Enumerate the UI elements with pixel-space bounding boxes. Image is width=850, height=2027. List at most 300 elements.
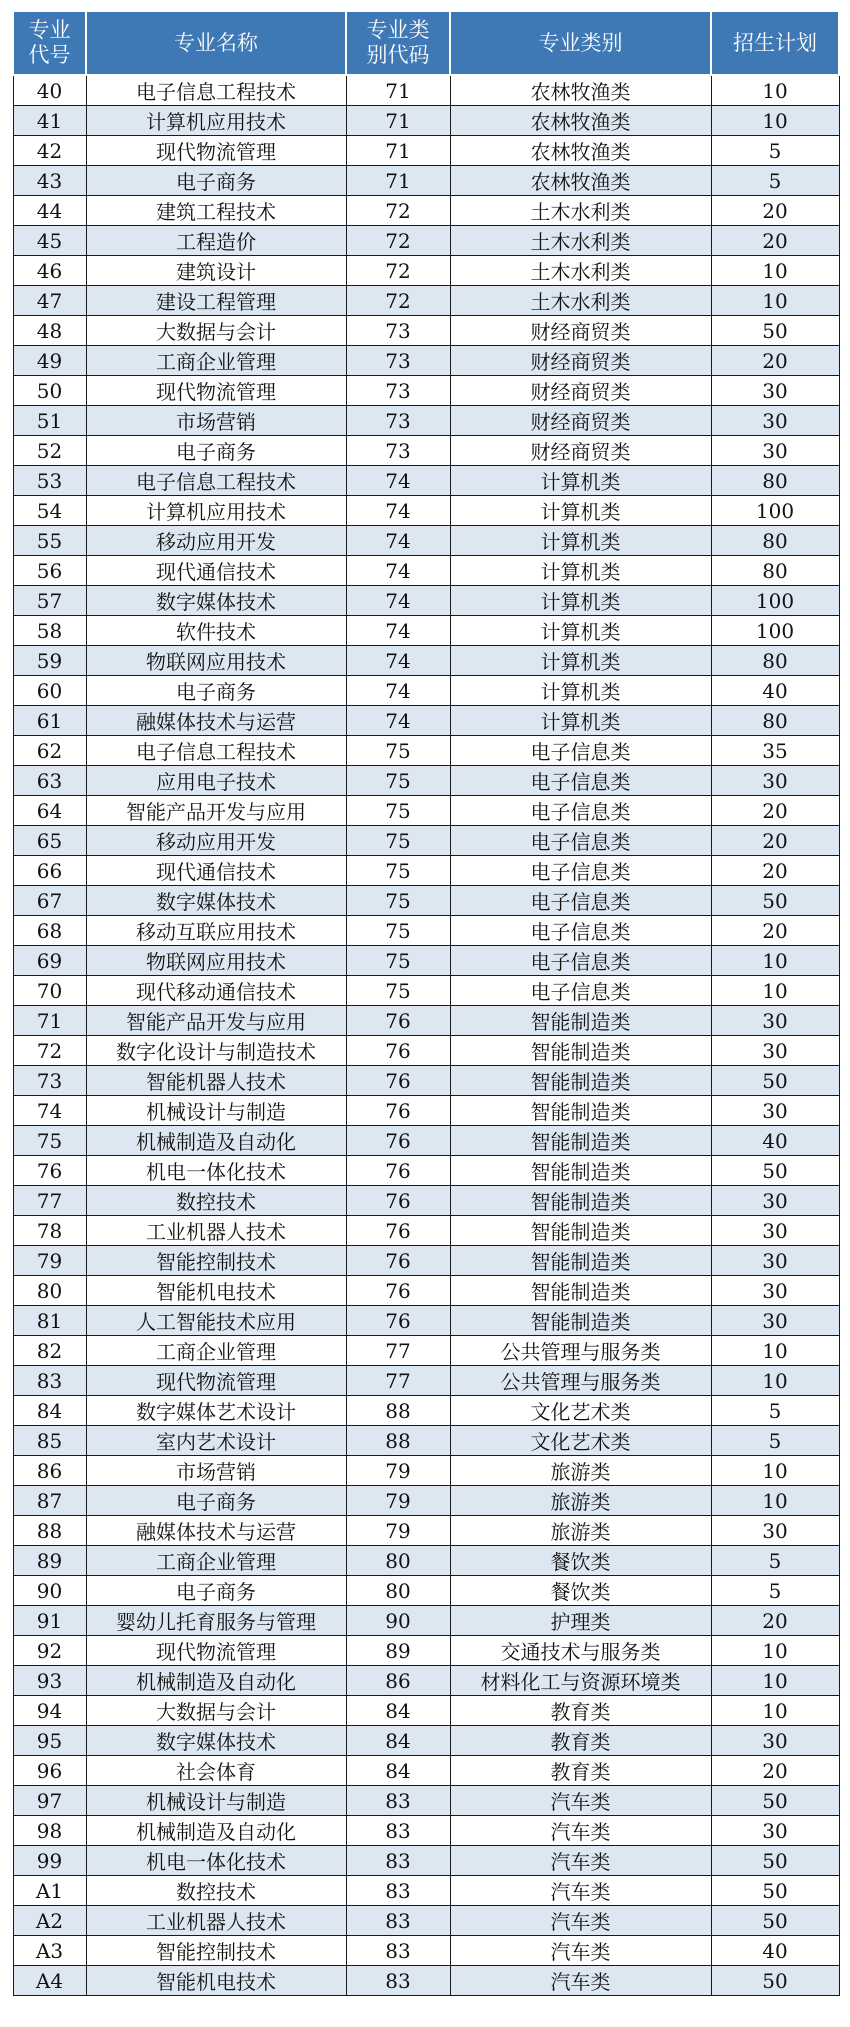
cell-major-code: 45 (13, 226, 86, 256)
cell-major-code: 70 (13, 976, 86, 1006)
cell-major-name: 机电一体化技术 (86, 1156, 346, 1186)
cell-enrollment-plan: 10 (711, 106, 839, 136)
cell-category-code: 89 (346, 1636, 450, 1666)
cell-category-code: 83 (346, 1816, 450, 1846)
table-row (13, 196, 839, 226)
cell-major-code: 65 (13, 826, 86, 856)
cell-category: 智能制造类 (450, 1246, 711, 1276)
cell-enrollment-plan: 20 (711, 826, 839, 856)
cell-category: 护理类 (450, 1606, 711, 1636)
cell-major-name: 电子商务 (86, 166, 346, 196)
cell-category: 教育类 (450, 1756, 711, 1786)
cell-category: 电子信息类 (450, 886, 711, 916)
table-row (13, 526, 839, 556)
cell-major-name: 室内艺术设计 (86, 1426, 346, 1456)
table-row (13, 1096, 839, 1126)
table-row (13, 1936, 839, 1966)
table-row (13, 1366, 839, 1396)
cell-major-name: 数字媒体艺术设计 (86, 1396, 346, 1426)
table-row (13, 1876, 839, 1906)
cell-category-code: 83 (346, 1846, 450, 1876)
cell-category: 文化艺术类 (450, 1396, 711, 1426)
cell-major-name: 市场营销 (86, 406, 346, 436)
cell-major-code: 54 (13, 496, 86, 526)
cell-enrollment-plan: 50 (711, 1846, 839, 1876)
cell-category-code: 73 (346, 406, 450, 436)
cell-major-code: 57 (13, 586, 86, 616)
enrollment-plan-table (12, 10, 840, 1996)
cell-major-name: 工业机器人技术 (86, 1216, 346, 1246)
cell-category-code: 75 (346, 916, 450, 946)
cell-major-code: 58 (13, 616, 86, 646)
cell-major-code: 53 (13, 466, 86, 496)
table-row (13, 106, 839, 136)
cell-major-code: 81 (13, 1306, 86, 1336)
cell-category-code: 79 (346, 1486, 450, 1516)
cell-category: 教育类 (450, 1726, 711, 1756)
cell-major-code: 56 (13, 556, 86, 586)
cell-major-name: 机械制造及自动化 (86, 1126, 346, 1156)
cell-major-name: 电子信息工程技术 (86, 466, 346, 496)
table-row (13, 1126, 839, 1156)
cell-major-code: 79 (13, 1246, 86, 1276)
cell-major-name: 现代移动通信技术 (86, 976, 346, 1006)
table-row (13, 976, 839, 1006)
cell-category: 计算机类 (450, 646, 711, 676)
cell-enrollment-plan: 80 (711, 646, 839, 676)
cell-enrollment-plan: 20 (711, 346, 839, 376)
cell-major-code: 78 (13, 1216, 86, 1246)
cell-major-code: 69 (13, 946, 86, 976)
cell-major-name: 工业机器人技术 (86, 1906, 346, 1936)
cell-category: 农林牧渔类 (450, 166, 711, 196)
cell-enrollment-plan: 30 (711, 766, 839, 796)
cell-category: 智能制造类 (450, 1126, 711, 1156)
cell-major-code: 75 (13, 1126, 86, 1156)
cell-enrollment-plan: 30 (711, 436, 839, 466)
table-row (13, 1306, 839, 1336)
table-row (13, 406, 839, 436)
cell-enrollment-plan: 30 (711, 376, 839, 406)
cell-major-name: 数字媒体技术 (86, 586, 346, 616)
cell-category-code: 88 (346, 1426, 450, 1456)
cell-category-code: 75 (346, 856, 450, 886)
header-category-code (346, 11, 450, 75)
cell-major-code: 61 (13, 706, 86, 736)
cell-category: 智能制造类 (450, 1006, 711, 1036)
cell-major-code: 91 (13, 1606, 86, 1636)
cell-category: 农林牧渔类 (450, 136, 711, 166)
cell-major-code: 88 (13, 1516, 86, 1546)
table-row (13, 1636, 839, 1666)
cell-major-code: A1 (13, 1876, 86, 1906)
cell-enrollment-plan: 40 (711, 1936, 839, 1966)
cell-major-name: 机电一体化技术 (86, 1846, 346, 1876)
cell-major-code: 93 (13, 1666, 86, 1696)
cell-enrollment-plan: 20 (711, 796, 839, 826)
cell-category: 智能制造类 (450, 1306, 711, 1336)
cell-enrollment-plan: 10 (711, 976, 839, 1006)
table-row (13, 256, 839, 286)
cell-major-code: 87 (13, 1486, 86, 1516)
cell-major-code: 47 (13, 286, 86, 316)
cell-major-name: 软件技术 (86, 616, 346, 646)
table-row (13, 1666, 839, 1696)
cell-category-code: 75 (346, 736, 450, 766)
cell-category: 汽车类 (450, 1816, 711, 1846)
table-row (13, 676, 839, 706)
table-row (13, 1006, 839, 1036)
cell-enrollment-plan: 80 (711, 556, 839, 586)
cell-major-name: 智能控制技术 (86, 1246, 346, 1276)
cell-enrollment-plan: 10 (711, 256, 839, 286)
cell-enrollment-plan: 5 (711, 136, 839, 166)
cell-enrollment-plan: 20 (711, 856, 839, 886)
cell-category-code: 76 (346, 1036, 450, 1066)
cell-major-code: 67 (13, 886, 86, 916)
cell-major-name: 电子商务 (86, 676, 346, 706)
table-row (13, 1606, 839, 1636)
cell-category: 智能制造类 (450, 1216, 711, 1246)
cell-major-name: 人工智能技术应用 (86, 1306, 346, 1336)
cell-major-code: A2 (13, 1906, 86, 1936)
cell-category: 计算机类 (450, 466, 711, 496)
cell-enrollment-plan: 35 (711, 736, 839, 766)
cell-category: 土木水利类 (450, 196, 711, 226)
cell-major-name: 智能产品开发与应用 (86, 1006, 346, 1036)
cell-category: 智能制造类 (450, 1036, 711, 1066)
cell-category-code: 83 (346, 1966, 450, 1996)
cell-enrollment-plan: 20 (711, 916, 839, 946)
cell-enrollment-plan: 80 (711, 466, 839, 496)
cell-category-code: 72 (346, 256, 450, 286)
cell-category: 汽车类 (450, 1906, 711, 1936)
cell-enrollment-plan: 5 (711, 1576, 839, 1606)
header-category-code-line1: 专业类 (366, 18, 430, 42)
cell-category: 财经商贸类 (450, 406, 711, 436)
cell-major-name: 电子商务 (86, 436, 346, 466)
cell-major-code: 52 (13, 436, 86, 466)
cell-major-code: 77 (13, 1186, 86, 1216)
cell-category-code: 73 (346, 346, 450, 376)
cell-major-code: 74 (13, 1096, 86, 1126)
table-row (13, 376, 839, 406)
cell-category: 汽车类 (450, 1966, 711, 1996)
cell-major-name: 现代物流管理 (86, 1636, 346, 1666)
cell-major-name: 现代通信技术 (86, 856, 346, 886)
cell-enrollment-plan: 30 (711, 1216, 839, 1246)
cell-category: 公共管理与服务类 (450, 1366, 711, 1396)
cell-category-code: 76 (346, 1006, 450, 1036)
cell-category: 旅游类 (450, 1516, 711, 1546)
cell-enrollment-plan: 10 (711, 75, 839, 106)
cell-enrollment-plan: 30 (711, 1006, 839, 1036)
table-row (13, 1576, 839, 1606)
cell-category: 汽车类 (450, 1846, 711, 1876)
cell-major-name: 工程造价 (86, 226, 346, 256)
cell-major-code: 72 (13, 1036, 86, 1066)
cell-major-code: 97 (13, 1786, 86, 1816)
cell-enrollment-plan: 40 (711, 676, 839, 706)
cell-major-code: 73 (13, 1066, 86, 1096)
cell-major-name: 机械制造及自动化 (86, 1666, 346, 1696)
cell-enrollment-plan: 50 (711, 1156, 839, 1186)
cell-enrollment-plan: 30 (711, 1096, 839, 1126)
cell-enrollment-plan: 40 (711, 1126, 839, 1156)
cell-major-code: 66 (13, 856, 86, 886)
table-row (13, 1846, 839, 1876)
table-row (13, 226, 839, 256)
table-row (13, 796, 839, 826)
cell-major-code: 94 (13, 1696, 86, 1726)
cell-category: 土木水利类 (450, 226, 711, 256)
cell-category: 电子信息类 (450, 946, 711, 976)
cell-major-code: 59 (13, 646, 86, 676)
cell-category-code: 83 (346, 1786, 450, 1816)
cell-enrollment-plan: 10 (711, 286, 839, 316)
cell-major-code: 64 (13, 796, 86, 826)
cell-category-code: 80 (346, 1546, 450, 1576)
cell-category-code: 80 (346, 1576, 450, 1606)
cell-major-name: 计算机应用技术 (86, 106, 346, 136)
cell-major-code: 68 (13, 916, 86, 946)
header-category-code-line2: 别代码 (366, 43, 430, 67)
table-row (13, 286, 839, 316)
cell-major-code: 95 (13, 1726, 86, 1756)
cell-enrollment-plan: 5 (711, 1426, 839, 1456)
cell-category-code: 72 (346, 226, 450, 256)
cell-major-name: 大数据与会计 (86, 316, 346, 346)
table-row (13, 1726, 839, 1756)
cell-major-name: 建筑工程技术 (86, 196, 346, 226)
table-row (13, 886, 839, 916)
cell-major-name: 现代物流管理 (86, 136, 346, 166)
cell-major-name: 数字媒体技术 (86, 886, 346, 916)
cell-major-code: 92 (13, 1636, 86, 1666)
table-row (13, 75, 839, 106)
cell-major-name: 电子商务 (86, 1576, 346, 1606)
cell-major-name: 数控技术 (86, 1876, 346, 1906)
cell-category-code: 76 (346, 1306, 450, 1336)
cell-enrollment-plan: 10 (711, 1336, 839, 1366)
cell-category-code: 74 (346, 556, 450, 586)
header-major-name: 专业名称 (86, 11, 346, 75)
cell-category: 材料化工与资源环境类 (450, 1666, 711, 1696)
cell-category: 汽车类 (450, 1876, 711, 1906)
cell-category-code: 74 (346, 706, 450, 736)
cell-category-code: 84 (346, 1756, 450, 1786)
cell-category-code: 71 (346, 106, 450, 136)
cell-major-code: 76 (13, 1156, 86, 1186)
cell-category-code: 73 (346, 376, 450, 406)
table-body (13, 75, 839, 1996)
cell-category: 电子信息类 (450, 856, 711, 886)
cell-category: 智能制造类 (450, 1276, 711, 1306)
cell-major-code: 90 (13, 1576, 86, 1606)
header-category: 专业类别 (450, 11, 711, 75)
table-row (13, 346, 839, 376)
table-row (13, 916, 839, 946)
cell-category: 财经商贸类 (450, 316, 711, 346)
cell-category-code: 74 (346, 676, 450, 706)
cell-major-code: 55 (13, 526, 86, 556)
cell-major-name: 智能产品开发与应用 (86, 796, 346, 826)
cell-category: 电子信息类 (450, 976, 711, 1006)
cell-enrollment-plan: 30 (711, 1516, 839, 1546)
cell-enrollment-plan: 30 (711, 1306, 839, 1336)
cell-major-name: 现代物流管理 (86, 376, 346, 406)
cell-enrollment-plan: 10 (711, 1456, 839, 1486)
cell-enrollment-plan: 30 (711, 1726, 839, 1756)
cell-category: 旅游类 (450, 1456, 711, 1486)
cell-major-name: 电子信息工程技术 (86, 736, 346, 766)
cell-category: 土木水利类 (450, 256, 711, 286)
cell-enrollment-plan: 10 (711, 1366, 839, 1396)
cell-enrollment-plan: 10 (711, 946, 839, 976)
cell-major-name: 智能机器人技术 (86, 1066, 346, 1096)
cell-category-code: 76 (346, 1066, 450, 1096)
cell-enrollment-plan: 50 (711, 316, 839, 346)
cell-major-code: 40 (13, 75, 86, 106)
cell-category-code: 83 (346, 1906, 450, 1936)
cell-category-code: 88 (346, 1396, 450, 1426)
cell-category-code: 79 (346, 1456, 450, 1486)
cell-category-code: 74 (346, 616, 450, 646)
table-row (13, 826, 839, 856)
cell-major-name: 现代物流管理 (86, 1366, 346, 1396)
cell-major-name: 数控技术 (86, 1186, 346, 1216)
cell-major-name: 建设工程管理 (86, 286, 346, 316)
cell-enrollment-plan: 100 (711, 496, 839, 526)
cell-major-name: 工商企业管理 (86, 1546, 346, 1576)
cell-category: 智能制造类 (450, 1066, 711, 1096)
cell-category-code: 74 (346, 466, 450, 496)
cell-enrollment-plan: 80 (711, 706, 839, 736)
cell-major-name: 社会体育 (86, 1756, 346, 1786)
cell-category: 财经商贸类 (450, 436, 711, 466)
table-row (13, 736, 839, 766)
cell-major-code: 80 (13, 1276, 86, 1306)
cell-category-code: 74 (346, 646, 450, 676)
cell-category-code: 75 (346, 826, 450, 856)
cell-major-name: 市场营销 (86, 1456, 346, 1486)
cell-enrollment-plan: 30 (711, 1036, 839, 1066)
table-row (13, 1246, 839, 1276)
cell-category-code: 71 (346, 166, 450, 196)
cell-category: 餐饮类 (450, 1576, 711, 1606)
cell-major-name: 工商企业管理 (86, 346, 346, 376)
cell-major-name: 大数据与会计 (86, 1696, 346, 1726)
cell-enrollment-plan: 100 (711, 586, 839, 616)
cell-category-code: 75 (346, 976, 450, 1006)
cell-category-code: 72 (346, 286, 450, 316)
cell-category: 电子信息类 (450, 916, 711, 946)
cell-category: 公共管理与服务类 (450, 1336, 711, 1366)
cell-category-code: 83 (346, 1876, 450, 1906)
cell-enrollment-plan: 50 (711, 1876, 839, 1906)
cell-category: 电子信息类 (450, 766, 711, 796)
table-row (13, 646, 839, 676)
cell-enrollment-plan: 30 (711, 406, 839, 436)
table-row (13, 856, 839, 886)
cell-category-code: 76 (346, 1156, 450, 1186)
cell-major-name: 数字媒体技术 (86, 1726, 346, 1756)
cell-enrollment-plan: 5 (711, 1396, 839, 1426)
cell-major-name: 机械设计与制造 (86, 1096, 346, 1126)
cell-category-code: 84 (346, 1696, 450, 1726)
cell-enrollment-plan: 80 (711, 526, 839, 556)
cell-enrollment-plan: 30 (711, 1816, 839, 1846)
cell-category-code: 76 (346, 1216, 450, 1246)
table-row (13, 706, 839, 736)
cell-category: 交通技术与服务类 (450, 1636, 711, 1666)
cell-category: 餐饮类 (450, 1546, 711, 1576)
table-row (13, 1396, 839, 1426)
cell-category: 农林牧渔类 (450, 106, 711, 136)
cell-category-code: 75 (346, 796, 450, 826)
table-row (13, 316, 839, 346)
cell-major-code: A3 (13, 1936, 86, 1966)
cell-category: 计算机类 (450, 496, 711, 526)
cell-major-name: 建筑设计 (86, 256, 346, 286)
cell-category-code: 72 (346, 196, 450, 226)
cell-major-code: 96 (13, 1756, 86, 1786)
cell-major-code: 46 (13, 256, 86, 286)
cell-enrollment-plan: 50 (711, 886, 839, 916)
cell-major-name: 现代通信技术 (86, 556, 346, 586)
cell-major-name: 婴幼儿托育服务与管理 (86, 1606, 346, 1636)
table-row (13, 556, 839, 586)
cell-major-code: 71 (13, 1006, 86, 1036)
table-row (13, 1486, 839, 1516)
cell-major-code: 48 (13, 316, 86, 346)
cell-category: 计算机类 (450, 556, 711, 586)
table-row (13, 1696, 839, 1726)
table-row (13, 1906, 839, 1936)
cell-category: 计算机类 (450, 706, 711, 736)
table-row (13, 1036, 839, 1066)
cell-major-name: 工商企业管理 (86, 1336, 346, 1366)
cell-enrollment-plan: 30 (711, 1186, 839, 1216)
cell-enrollment-plan: 5 (711, 1546, 839, 1576)
table-row (13, 1966, 839, 1996)
cell-major-name: 智能机电技术 (86, 1966, 346, 1996)
table-row (13, 1816, 839, 1846)
cell-major-code: 84 (13, 1396, 86, 1426)
cell-category-code: 74 (346, 496, 450, 526)
cell-category: 土木水利类 (450, 286, 711, 316)
cell-category-code: 84 (346, 1726, 450, 1756)
table-row (13, 586, 839, 616)
cell-category: 农林牧渔类 (450, 75, 711, 106)
cell-enrollment-plan: 100 (711, 616, 839, 646)
table-row (13, 946, 839, 976)
cell-major-code: 99 (13, 1846, 86, 1876)
cell-category: 汽车类 (450, 1936, 711, 1966)
cell-enrollment-plan: 20 (711, 196, 839, 226)
cell-enrollment-plan: 50 (711, 1066, 839, 1096)
cell-category-code: 76 (346, 1096, 450, 1126)
cell-category-code: 77 (346, 1366, 450, 1396)
cell-major-name: 物联网应用技术 (86, 946, 346, 976)
table-row (13, 1456, 839, 1486)
cell-category: 电子信息类 (450, 736, 711, 766)
table-row (13, 1156, 839, 1186)
cell-category: 汽车类 (450, 1786, 711, 1816)
cell-major-code: 63 (13, 766, 86, 796)
cell-major-code: 44 (13, 196, 86, 226)
cell-category-code: 73 (346, 436, 450, 466)
